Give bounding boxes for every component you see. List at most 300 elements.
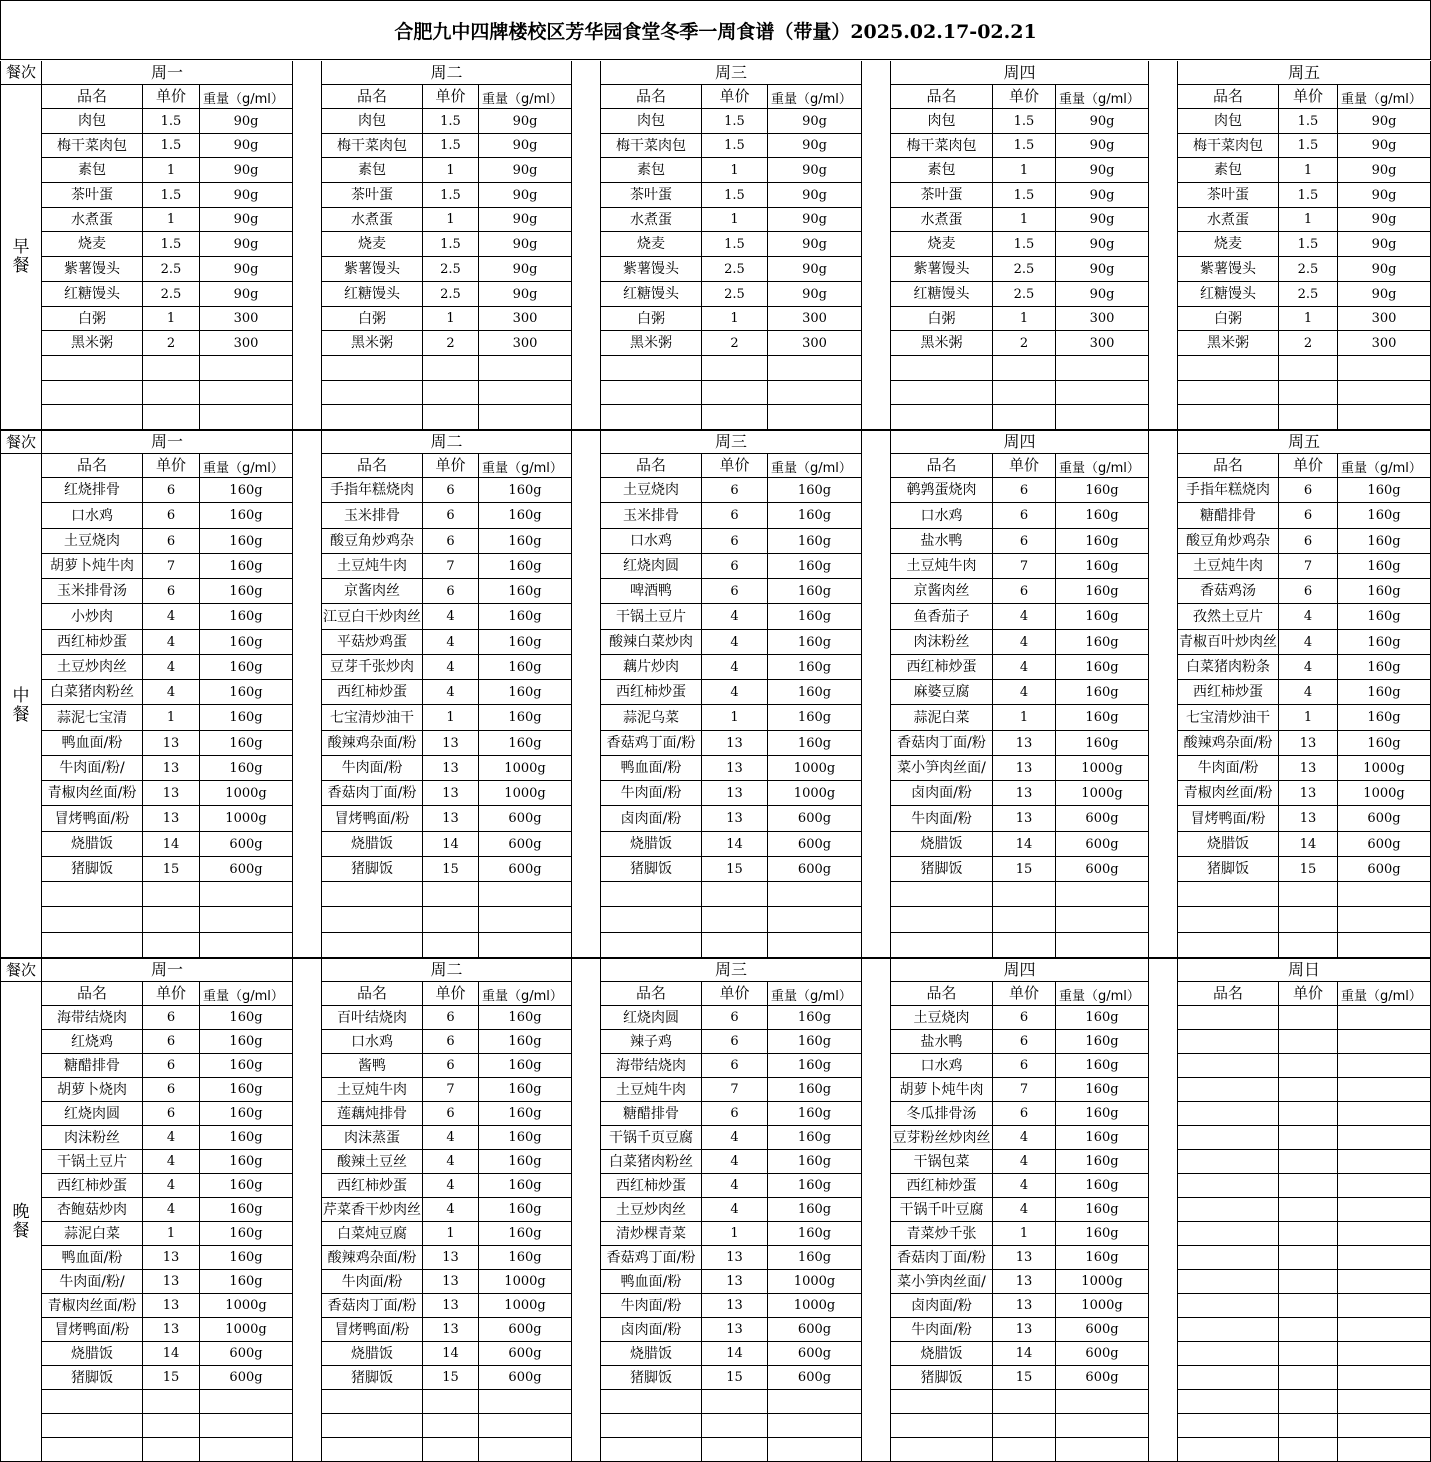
dish-name: 肉包 <box>322 109 423 134</box>
dish-weight: 160g <box>768 503 862 529</box>
dish-name <box>1178 1150 1279 1174</box>
dish-name: 素包 <box>1178 158 1279 183</box>
dish-price: 1.5 <box>423 134 479 158</box>
dish-weight: 160g <box>200 554 293 579</box>
column-header-name: 品名 <box>1178 982 1279 1006</box>
dish-name <box>601 1438 702 1462</box>
dish-price: 6 <box>143 478 200 503</box>
dish-weight: 160g <box>768 1030 862 1054</box>
dish-price <box>143 405 200 430</box>
dish-weight: 600g <box>768 1366 862 1390</box>
dish-price <box>1279 405 1338 430</box>
dish-name: 红糖馒头 <box>322 282 423 307</box>
dish-weight: 1000g <box>200 806 293 832</box>
dish-price: 1.5 <box>423 109 479 134</box>
dish-name: 白粥 <box>322 307 423 331</box>
dish-price <box>1279 1318 1338 1342</box>
dish-price: 4 <box>702 630 768 655</box>
dish-price: 13 <box>993 1246 1056 1270</box>
dish-name <box>1178 1318 1279 1342</box>
dish-name: 蒜泥七宝清 <box>42 705 143 731</box>
dish-weight: 300 <box>1056 307 1149 331</box>
dish-weight: 90g <box>1338 282 1431 307</box>
dish-weight: 90g <box>479 208 572 232</box>
dish-price: 1.5 <box>1279 183 1338 208</box>
dish-price: 13 <box>423 731 479 756</box>
dish-name: 黑米粥 <box>1178 331 1279 356</box>
meal-name: 中 餐 <box>0 454 42 958</box>
dish-price <box>1279 882 1338 907</box>
dish-name: 手指年糕烧肉 <box>1178 478 1279 503</box>
dish-weight: 160g <box>200 1126 293 1150</box>
column-header-name: 品名 <box>322 454 423 478</box>
meal-label-header: 餐次 <box>0 958 42 982</box>
dish-name: 茶叶蛋 <box>891 183 993 208</box>
dish-weight <box>1338 933 1431 958</box>
dish-price <box>993 1390 1056 1414</box>
dish-name: 猪脚饭 <box>891 1366 993 1390</box>
dish-price: 7 <box>1279 554 1338 579</box>
dish-price: 14 <box>702 1342 768 1366</box>
dish-name: 白菜猪肉粉条 <box>1178 655 1279 680</box>
day-header: 周三 <box>601 958 862 982</box>
column-header-price: 单价 <box>423 982 479 1006</box>
dish-name: 猪脚饭 <box>42 1366 143 1390</box>
dish-price: 4 <box>702 655 768 680</box>
column-header-weight: 重量（g/ml） <box>1056 982 1149 1006</box>
dish-weight: 90g <box>1338 183 1431 208</box>
day-header: 周一 <box>42 958 293 982</box>
dish-price: 1.5 <box>143 183 200 208</box>
dish-price: 6 <box>423 1102 479 1126</box>
dish-weight: 160g <box>768 705 862 731</box>
dish-name <box>891 405 993 430</box>
day-spacer <box>293 430 322 958</box>
dish-price: 13 <box>993 1270 1056 1294</box>
dish-name: 牛肉面/粉 <box>1178 756 1279 781</box>
dish-price: 13 <box>702 1246 768 1270</box>
dish-price: 1 <box>993 158 1056 183</box>
dish-name: 猪脚饭 <box>42 857 143 882</box>
dish-weight: 600g <box>1338 857 1431 882</box>
dish-price: 1 <box>423 1222 479 1246</box>
dish-price: 4 <box>993 1150 1056 1174</box>
dish-name: 烧麦 <box>42 232 143 257</box>
dish-price: 13 <box>423 1294 479 1318</box>
menu-title: 合肥九中四牌楼校区芳华园食堂冬季一周食谱（带量）2025.02.17-02.21 <box>0 0 1431 60</box>
meal-label-header: 餐次 <box>0 430 42 454</box>
dish-weight: 160g <box>1338 630 1431 655</box>
dish-weight: 600g <box>200 1342 293 1366</box>
dish-name <box>601 933 702 958</box>
dish-price: 7 <box>993 554 1056 579</box>
dish-name: 酱鸭 <box>322 1054 423 1078</box>
dish-price: 7 <box>423 554 479 579</box>
column-header-weight: 重量（g/ml） <box>1056 454 1149 478</box>
dish-name: 糖醋排骨 <box>1178 503 1279 529</box>
dish-name: 红烧鸡 <box>42 1030 143 1054</box>
dish-price: 13 <box>702 1294 768 1318</box>
dish-weight <box>1056 381 1149 405</box>
dish-weight: 160g <box>1056 554 1149 579</box>
dish-weight: 1000g <box>1338 781 1431 806</box>
dish-price: 1.5 <box>702 183 768 208</box>
dish-price <box>1279 1342 1338 1366</box>
dish-price <box>423 405 479 430</box>
dish-weight: 600g <box>768 1342 862 1366</box>
day-header: 周四 <box>891 61 1149 85</box>
dish-price <box>702 356 768 381</box>
dish-weight: 160g <box>1338 579 1431 604</box>
dish-price: 14 <box>143 1342 200 1366</box>
dish-name: 红烧肉圆 <box>601 1006 702 1030</box>
dish-weight: 160g <box>1056 529 1149 554</box>
dish-price: 1 <box>1279 208 1338 232</box>
dish-name <box>1178 1174 1279 1198</box>
dish-weight: 90g <box>200 208 293 232</box>
dish-weight: 90g <box>1056 109 1149 134</box>
dish-weight: 160g <box>200 680 293 705</box>
column-header-price: 单价 <box>1279 85 1338 109</box>
dish-price: 6 <box>423 579 479 604</box>
dish-name: 猪脚饭 <box>601 857 702 882</box>
dish-price: 4 <box>1279 655 1338 680</box>
dish-price: 4 <box>143 1198 200 1222</box>
dish-price: 13 <box>1279 731 1338 756</box>
dish-weight: 160g <box>200 1150 293 1174</box>
dish-weight: 1000g <box>200 1318 293 1342</box>
dish-weight: 600g <box>200 832 293 857</box>
dish-weight: 160g <box>200 630 293 655</box>
column-header-name: 品名 <box>891 982 993 1006</box>
dish-price: 7 <box>993 1078 1056 1102</box>
dish-weight: 90g <box>200 158 293 183</box>
dish-name: 西红柿炒蛋 <box>322 1174 423 1198</box>
dish-name <box>1178 1294 1279 1318</box>
dish-name: 干锅千叶豆腐 <box>891 1198 993 1222</box>
dish-weight: 300 <box>200 331 293 356</box>
dish-price: 6 <box>423 1006 479 1030</box>
dish-weight <box>768 907 862 933</box>
dish-price <box>993 1438 1056 1462</box>
dish-name: 牛肉面/粉/ <box>42 1270 143 1294</box>
dish-weight: 160g <box>200 1006 293 1030</box>
dish-weight: 90g <box>200 183 293 208</box>
dish-name: 青椒肉丝面/粉 <box>1178 781 1279 806</box>
meal-section-breakfast <box>0 61 1431 430</box>
dish-price: 2.5 <box>423 257 479 282</box>
dish-price: 4 <box>423 630 479 655</box>
dish-price: 13 <box>993 756 1056 781</box>
dish-price: 2.5 <box>993 282 1056 307</box>
dish-weight: 160g <box>768 1126 862 1150</box>
dish-weight <box>1338 1366 1431 1390</box>
day-header: 周四 <box>891 430 1149 454</box>
dish-name: 卤肉面/粉 <box>891 781 993 806</box>
dish-name: 口水鸡 <box>601 529 702 554</box>
dish-name <box>42 907 143 933</box>
dish-price: 4 <box>143 1126 200 1150</box>
dish-name: 土豆炖牛肉 <box>322 1078 423 1102</box>
dish-price: 1 <box>143 705 200 731</box>
day-header: 周二 <box>322 430 572 454</box>
dish-name <box>1178 907 1279 933</box>
dish-price: 4 <box>702 604 768 630</box>
dish-weight: 160g <box>768 1222 862 1246</box>
day-header: 周日 <box>1178 958 1431 982</box>
dish-name: 烧腊饭 <box>1178 832 1279 857</box>
dish-weight <box>768 405 862 430</box>
dish-weight: 1000g <box>1056 781 1149 806</box>
dish-price <box>1279 1126 1338 1150</box>
dish-price: 1.5 <box>143 232 200 257</box>
dish-price: 6 <box>993 1030 1056 1054</box>
dish-price: 4 <box>423 1198 479 1222</box>
dish-name: 菜小笋肉丝面/ <box>891 1270 993 1294</box>
dish-price: 4 <box>423 1126 479 1150</box>
dish-price <box>702 381 768 405</box>
dish-price: 6 <box>702 478 768 503</box>
dish-name: 茶叶蛋 <box>322 183 423 208</box>
dish-name: 素包 <box>322 158 423 183</box>
dish-weight: 600g <box>479 1318 572 1342</box>
dish-name: 红糖馒头 <box>42 282 143 307</box>
dish-name <box>42 1414 143 1438</box>
dish-price: 2.5 <box>993 257 1056 282</box>
dish-weight <box>1338 907 1431 933</box>
dish-price: 14 <box>423 832 479 857</box>
dish-name: 土豆炒肉丝 <box>42 655 143 680</box>
dish-weight: 1000g <box>768 756 862 781</box>
dish-name <box>322 1390 423 1414</box>
dish-weight: 600g <box>479 1366 572 1390</box>
dish-name: 冒烤鸭面/粉 <box>1178 806 1279 832</box>
column-header-weight: 重量（g/ml） <box>1338 85 1431 109</box>
dish-weight: 90g <box>768 183 862 208</box>
dish-weight: 300 <box>1338 307 1431 331</box>
dish-price <box>423 933 479 958</box>
dish-name <box>1178 933 1279 958</box>
dish-weight: 90g <box>1056 134 1149 158</box>
dish-weight: 160g <box>479 554 572 579</box>
dish-name: 莲藕炖排骨 <box>322 1102 423 1126</box>
dish-price: 13 <box>143 1318 200 1342</box>
dish-weight: 600g <box>768 1318 862 1342</box>
dish-weight <box>200 356 293 381</box>
dish-name <box>1178 405 1279 430</box>
dish-name: 豆芽粉丝炒肉丝 <box>891 1126 993 1150</box>
dish-weight: 160g <box>1056 655 1149 680</box>
dish-name: 肉沫粉丝 <box>891 630 993 655</box>
dish-weight: 160g <box>768 1102 862 1126</box>
dish-name: 红糖馒头 <box>1178 282 1279 307</box>
dish-name <box>1178 1342 1279 1366</box>
dish-weight <box>1338 1270 1431 1294</box>
column-header-weight: 重量（g/ml） <box>768 982 862 1006</box>
dish-price <box>702 1438 768 1462</box>
dish-name: 梅干菜肉包 <box>891 134 993 158</box>
dish-weight: 90g <box>768 158 862 183</box>
dish-name <box>42 933 143 958</box>
dish-price <box>993 381 1056 405</box>
dish-name <box>601 1390 702 1414</box>
dish-price: 2 <box>423 331 479 356</box>
dish-price: 7 <box>143 554 200 579</box>
dish-price: 1 <box>993 307 1056 331</box>
column-header-price: 单价 <box>702 982 768 1006</box>
column-header-price: 单价 <box>1279 982 1338 1006</box>
dish-name: 口水鸡 <box>891 503 993 529</box>
dish-price: 13 <box>702 1318 768 1342</box>
dish-name: 烧腊饭 <box>891 832 993 857</box>
dish-name: 玉米排骨 <box>322 503 423 529</box>
dish-name: 烧麦 <box>891 232 993 257</box>
dish-weight <box>768 882 862 907</box>
dish-price: 4 <box>1279 630 1338 655</box>
dish-weight: 600g <box>479 806 572 832</box>
column-header-weight: 重量（g/ml） <box>479 85 572 109</box>
dish-name: 黑米粥 <box>322 331 423 356</box>
dish-weight <box>1338 1342 1431 1366</box>
dish-price: 13 <box>143 1294 200 1318</box>
dish-name <box>1178 882 1279 907</box>
dish-price: 1.5 <box>702 134 768 158</box>
dish-name <box>1178 1078 1279 1102</box>
dish-price: 6 <box>702 1006 768 1030</box>
dish-weight: 90g <box>200 109 293 134</box>
dish-weight: 160g <box>200 731 293 756</box>
dish-price: 1.5 <box>1279 232 1338 257</box>
dish-weight: 160g <box>1056 1198 1149 1222</box>
dish-weight <box>1338 1102 1431 1126</box>
dish-price <box>1279 1054 1338 1078</box>
dish-name <box>1178 1222 1279 1246</box>
dish-name <box>322 882 423 907</box>
dish-name: 卤肉面/粉 <box>601 806 702 832</box>
dish-name: 西红柿炒蛋 <box>891 655 993 680</box>
dish-name <box>891 1438 993 1462</box>
dish-price: 13 <box>423 756 479 781</box>
dish-price <box>702 1414 768 1438</box>
day-header: 周五 <box>1178 61 1431 85</box>
dish-weight: 160g <box>479 1246 572 1270</box>
dish-price: 4 <box>702 680 768 705</box>
dish-weight: 160g <box>479 503 572 529</box>
dish-weight: 300 <box>1056 331 1149 356</box>
dish-weight: 600g <box>1056 832 1149 857</box>
column-header-name: 品名 <box>42 85 143 109</box>
dish-price: 13 <box>993 731 1056 756</box>
dish-weight <box>1338 1174 1431 1198</box>
day-spacer <box>862 958 891 1462</box>
dish-name: 杏鲍菇炒肉 <box>42 1198 143 1222</box>
dish-weight: 90g <box>1056 183 1149 208</box>
dish-price: 15 <box>702 857 768 882</box>
dish-weight: 160g <box>479 529 572 554</box>
day-spacer <box>862 61 891 430</box>
dish-weight: 90g <box>479 109 572 134</box>
dish-name <box>1178 1102 1279 1126</box>
dish-price: 6 <box>993 503 1056 529</box>
dish-weight: 160g <box>768 604 862 630</box>
dish-weight: 160g <box>1056 1030 1149 1054</box>
dish-weight: 160g <box>1056 731 1149 756</box>
dish-price: 6 <box>143 1102 200 1126</box>
dish-price: 13 <box>1279 806 1338 832</box>
dish-name: 干锅千页豆腐 <box>601 1126 702 1150</box>
dish-name: 玉米排骨汤 <box>42 579 143 604</box>
dish-weight: 90g <box>1056 282 1149 307</box>
dish-name: 烧腊饭 <box>601 832 702 857</box>
dish-weight: 160g <box>200 1246 293 1270</box>
dish-price: 6 <box>993 579 1056 604</box>
dish-weight <box>1338 1054 1431 1078</box>
dish-price <box>423 1438 479 1462</box>
dish-weight: 160g <box>200 1222 293 1246</box>
dish-price: 4 <box>702 1126 768 1150</box>
dish-name <box>1178 1006 1279 1030</box>
dish-weight: 160g <box>479 705 572 731</box>
dish-weight: 90g <box>1338 109 1431 134</box>
dish-price: 15 <box>423 1366 479 1390</box>
column-header-price: 单价 <box>423 85 479 109</box>
dish-price: 15 <box>993 1366 1056 1390</box>
dish-name: 菜小笋肉丝面/ <box>891 756 993 781</box>
dish-price: 15 <box>423 857 479 882</box>
dish-weight: 160g <box>1338 705 1431 731</box>
column-header-name: 品名 <box>601 454 702 478</box>
dish-name: 香菇鸡丁面/粉 <box>601 1246 702 1270</box>
dish-price <box>1279 381 1338 405</box>
dish-name: 红烧肉圆 <box>42 1102 143 1126</box>
dish-name: 冬瓜排骨汤 <box>891 1102 993 1126</box>
dish-price <box>143 381 200 405</box>
dish-price: 6 <box>702 503 768 529</box>
dish-name: 素包 <box>891 158 993 183</box>
dish-weight <box>479 907 572 933</box>
dish-weight: 160g <box>768 1078 862 1102</box>
column-header-weight: 重量（g/ml） <box>1056 85 1149 109</box>
dish-name: 胡萝卜炖牛肉 <box>891 1078 993 1102</box>
dish-name: 土豆烧肉 <box>42 529 143 554</box>
dish-price: 6 <box>993 478 1056 503</box>
dish-price <box>993 356 1056 381</box>
dish-weight: 90g <box>200 257 293 282</box>
dish-name: 青椒百叶炒肉丝 <box>1178 630 1279 655</box>
dish-name: 口水鸡 <box>891 1054 993 1078</box>
dish-price: 2.5 <box>702 257 768 282</box>
day-header: 周二 <box>322 958 572 982</box>
dish-name: 肉包 <box>601 109 702 134</box>
column-header-name: 品名 <box>601 85 702 109</box>
day-header: 周二 <box>322 61 572 85</box>
dish-price: 4 <box>993 680 1056 705</box>
dish-weight <box>200 381 293 405</box>
dish-name: 牛肉面/粉 <box>322 1270 423 1294</box>
dish-weight: 160g <box>768 731 862 756</box>
dish-weight: 90g <box>768 109 862 134</box>
dish-price: 6 <box>702 579 768 604</box>
dish-price: 4 <box>143 604 200 630</box>
dish-name: 西红柿炒蛋 <box>601 1174 702 1198</box>
dish-name: 牛肉面/粉 <box>891 806 993 832</box>
dish-name: 西红柿炒蛋 <box>601 680 702 705</box>
dish-name: 冒烤鸭面/粉 <box>322 1318 423 1342</box>
dish-price: 15 <box>993 857 1056 882</box>
dish-name: 玉米排骨 <box>601 503 702 529</box>
dish-weight: 90g <box>768 134 862 158</box>
dish-price <box>423 356 479 381</box>
